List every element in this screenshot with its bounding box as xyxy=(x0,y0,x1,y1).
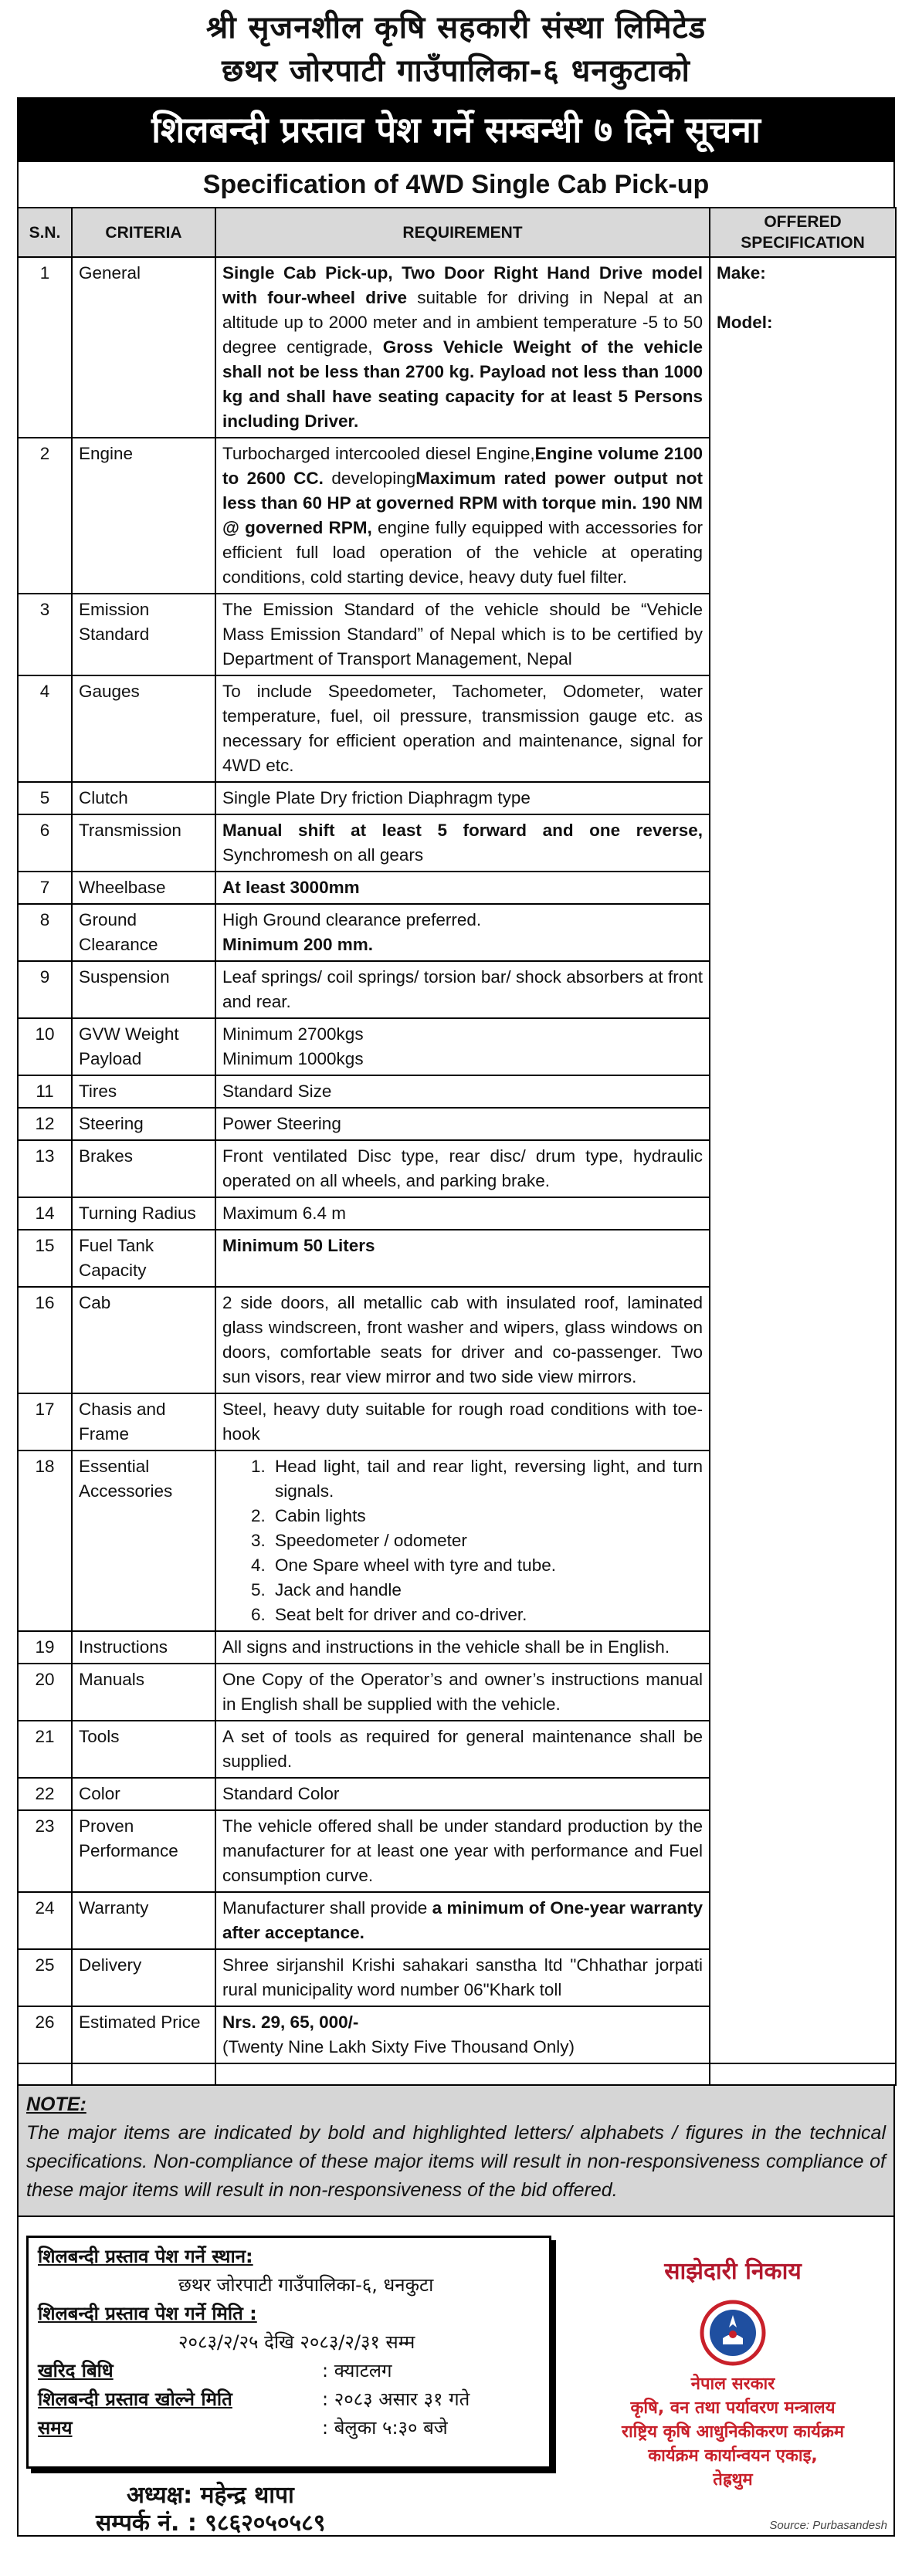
partner-heading: साझेदारी निकाय xyxy=(664,2258,802,2285)
row-criteria: Tools xyxy=(72,1721,215,1778)
note-box xyxy=(17,2086,895,2217)
note-text: The major items are indicated by bold and highlighted letters/ alphabets / figures in the technical specifications. Non-compliance of these major items will result in non-responsiveness compliance of these major items will result in non-responsiveness of the bid offered. xyxy=(26,2122,886,2201)
requirement-text: Shree sirjanshil Krishi sahakari sanstha ltd "Chhathar jorpati rural municipality word number 06"Khark toll xyxy=(222,1955,703,1999)
requirement-text: suitable for driving in Nepal at an altitude up to 2000 meter and in ambient temperature -5 to 50 degree centigrade, xyxy=(222,288,703,357)
row-sn: 19 xyxy=(18,1631,72,1664)
requirement-text: To include Speedometer, Tachometer, Odometer, water temperature, fuel, oil pressure, transmission gauge etc. as necessary for efficient operation and maintenance, signal for 4WD etc. xyxy=(222,682,703,775)
row-sn: 13 xyxy=(18,1140,72,1197)
submission-details-box xyxy=(26,2236,551,2469)
contact-number: सम्पर्क नं. : ९८६२०५०५८९ xyxy=(96,2510,326,2537)
row-criteria: Wheelbase xyxy=(72,872,215,904)
row-requirement xyxy=(215,872,710,904)
list-item: 1. Head light, tail and rear light, reversing light, and turn signals. xyxy=(270,1454,703,1504)
row-requirement xyxy=(215,1892,710,1949)
submission-place-label: शिलबन्दी प्रस्ताव पेश गर्ने स्थान: xyxy=(38,2246,253,2267)
partner-line-ministry: कृषि, वन तथा पर्यावरण मन्त्रालय xyxy=(630,2398,836,2418)
row-criteria: Proven Performance xyxy=(72,1810,215,1892)
requirement-text: High Ground clearance preferred. xyxy=(222,910,482,929)
submission-date-label: शिलबन्दी प्रस्ताव पेश गर्ने मिति : xyxy=(38,2303,257,2324)
list-item: 5. Jack and handle xyxy=(270,1578,703,1603)
row-requirement xyxy=(215,1721,710,1778)
table-header-row xyxy=(18,208,896,257)
row-sn: 10 xyxy=(18,1018,72,1075)
table-row xyxy=(18,257,896,438)
chairperson-name: अध्यक्ष: महेन्द्र थापा xyxy=(127,2482,294,2509)
row-sn: 25 xyxy=(18,1949,72,2006)
row-criteria: Cab xyxy=(72,1287,215,1393)
row-requirement xyxy=(215,1230,710,1287)
row-sn: 7 xyxy=(18,872,72,904)
requirement-text: Single Cab Pick-up, Two Door Right Hand Drive model with four-wheel drive xyxy=(222,263,703,307)
model-field[interactable]: Model: xyxy=(717,313,773,332)
requirement-text: Single Plate Dry friction Diaphragm type xyxy=(222,788,531,807)
requirement-text: One Copy of the Operator’s and owner’s instructions manual in English shall be supplied with the vehicle. xyxy=(222,1670,703,1714)
row-criteria: Manuals xyxy=(72,1664,215,1721)
requirement-text: Minimum 1000kgs xyxy=(222,1049,364,1068)
row-sn: 23 xyxy=(18,1810,72,1892)
requirement-text: All signs and instructions in the vehicle shall be in English. xyxy=(222,1637,670,1657)
row-criteria: Clutch xyxy=(72,782,215,814)
row-sn: 5 xyxy=(18,782,72,814)
requirement-text: Manufacturer shall provide xyxy=(222,1898,432,1918)
opening-time-value: : बेलुका ५:३० बजे xyxy=(322,2417,448,2439)
requirement-text: Gross Vehicle Weight of the vehicle shall not be less than 2700 kg. Payload not less than 1000 kg and shall have seating capacity for at least 5 Persons including Driver. xyxy=(222,337,703,431)
list-item: 6. Seat belt for driver and co-driver. xyxy=(270,1603,703,1627)
offered-specification-cell[interactable] xyxy=(710,257,896,2063)
row-sn: 15 xyxy=(18,1230,72,1287)
row-sn: 11 xyxy=(18,1075,72,1108)
partner-line-unit: कार्यक्रम कार्यान्वयन एकाइ, xyxy=(648,2446,818,2466)
note-label: NOTE: xyxy=(26,2094,86,2115)
opening-time-label: समय xyxy=(38,2417,73,2439)
requirement-text: At least 3000mm xyxy=(222,878,360,897)
row-sn: 2 xyxy=(18,438,72,594)
header-requirement: REQUIREMENT xyxy=(215,208,710,257)
row-requirement xyxy=(215,1393,710,1450)
header-sn: S.N. xyxy=(18,208,72,257)
list-item: 3. Speedometer / odometer xyxy=(270,1528,703,1553)
row-sn: 3 xyxy=(18,594,72,675)
row-criteria: Instructions xyxy=(72,1631,215,1664)
spec-table-body xyxy=(18,257,896,2085)
opening-date-label: शिलबन्दी प्रस्ताव खोल्ने मिति xyxy=(38,2388,232,2410)
list-item: 2. Cabin lights xyxy=(270,1504,703,1528)
row-criteria: Estimated Price xyxy=(72,2006,215,2063)
row-criteria: Essential Accessories xyxy=(72,1450,215,1631)
procurement-method-value: : क्याटलग xyxy=(322,2360,392,2381)
row-requirement xyxy=(215,675,710,782)
partner-line-program: राष्ट्रिय कृषि आधुनिकीकरण कार्यक्रम xyxy=(621,2422,844,2442)
row-criteria: GVW Weight Payload xyxy=(72,1018,215,1075)
row-requirement xyxy=(215,1108,710,1140)
row-sn: 4 xyxy=(18,675,72,782)
row-requirement xyxy=(215,1631,710,1664)
org-name-line1: श्री सृजनशील कृषि सहकारी संस्था लिमिटेड xyxy=(205,10,707,46)
requirement-text: 2 side doors, all metallic cab with insulated roof, laminated glass windscreen, front washer and wipers, glass windows on doors, comfortable seats for driver and co-passenger. Two sun visors, rear view mirror and two side view mirrors. xyxy=(222,1293,703,1386)
empty-row xyxy=(18,2063,896,2085)
requirement-text: Synchromesh on all gears xyxy=(222,845,424,865)
row-criteria: Warranty xyxy=(72,1892,215,1949)
requirement-text: Standard Color xyxy=(222,1784,340,1803)
row-sn: 17 xyxy=(18,1393,72,1450)
spec-table xyxy=(17,207,897,2086)
row-criteria: Steering xyxy=(72,1108,215,1140)
requirement-text: Turbocharged intercooled diesel Engine, xyxy=(222,444,535,463)
row-requirement xyxy=(215,782,710,814)
row-sn: 1 xyxy=(18,257,72,438)
requirement-text: Engine volume 2100 to 2600 CC. xyxy=(222,444,703,488)
partner-line-district: तेह्रथुम xyxy=(713,2470,753,2490)
row-sn: 18 xyxy=(18,1450,72,1631)
row-sn: 8 xyxy=(18,904,72,961)
row-criteria: Tires xyxy=(72,1075,215,1108)
requirement-text: The Emission Standard of the vehicle should be “Vehicle Mass Emission Standard” of Nepal which is to be certified by Department of Transport Management, Nepal xyxy=(222,600,703,669)
row-criteria: Color xyxy=(72,1778,215,1810)
requirement-text: Maximum rated power output not less than 60 HP at governed RPM with torque min. 190 NM @ governed RPM, xyxy=(222,469,703,537)
make-field[interactable]: Make: xyxy=(717,263,766,283)
source-credit: Source: Purbasandesh xyxy=(769,2519,887,2532)
row-requirement xyxy=(215,1949,710,2006)
row-requirement xyxy=(215,904,710,961)
row-criteria: Transmission xyxy=(72,814,215,872)
requirement-text: developing xyxy=(323,469,416,488)
row-criteria: Chasis and Frame xyxy=(72,1393,215,1450)
row-requirement xyxy=(215,438,710,594)
row-requirement xyxy=(215,1075,710,1108)
partner-line-govt: नेपाल सरकार xyxy=(690,2375,775,2394)
requirement-text: Minimum 200 mm. xyxy=(222,935,374,954)
notice-title-banner: शिलबन्दी प्रस्ताव पेश गर्ने सम्बन्धी ७ दिने सूचना xyxy=(17,97,895,162)
row-criteria: Suspension xyxy=(72,961,215,1018)
row-sn: 20 xyxy=(18,1664,72,1721)
row-sn: 9 xyxy=(18,961,72,1018)
list-item: 4. One Spare wheel with tyre and tube. xyxy=(270,1553,703,1578)
row-requirement xyxy=(215,1450,710,1631)
row-criteria: Gauges xyxy=(72,675,215,782)
requirement-text: The vehicle offered shall be under standard production by the manufacturer for at least one year with performance and Fuel consumption curve. xyxy=(222,1816,703,1885)
requirement-text: Steel, heavy duty suitable for rough road conditions with toe-hook xyxy=(222,1400,703,1444)
row-sn: 21 xyxy=(18,1721,72,1778)
empty-cell xyxy=(215,2063,710,2085)
empty-cell xyxy=(72,2063,215,2085)
row-sn: 22 xyxy=(18,1778,72,1810)
row-criteria: Ground Clearance xyxy=(72,904,215,961)
row-sn: 6 xyxy=(18,814,72,872)
accessories-list xyxy=(222,1454,703,1627)
row-requirement xyxy=(215,1018,710,1075)
row-sn: 16 xyxy=(18,1287,72,1393)
requirement-text: Standard Size xyxy=(222,1082,332,1101)
procurement-method-label: खरिद बिधि xyxy=(38,2360,114,2381)
row-criteria: Turning Radius xyxy=(72,1197,215,1230)
header-criteria: CRITERIA xyxy=(72,208,215,257)
row-requirement xyxy=(215,1197,710,1230)
row-criteria: Delivery xyxy=(72,1949,215,2006)
row-sn: 26 xyxy=(18,2006,72,2063)
row-requirement xyxy=(215,594,710,675)
requirement-text: Front ventilated Disc type, rear disc/ drum type, hydraulic operated on all wheels, and parking brake. xyxy=(222,1146,703,1190)
row-requirement xyxy=(215,1140,710,1197)
row-requirement xyxy=(215,1287,710,1393)
header-offered: OFFERED SPECIFICATION xyxy=(710,208,896,257)
row-sn: 14 xyxy=(18,1197,72,1230)
row-requirement xyxy=(215,1778,710,1810)
row-criteria: Brakes xyxy=(72,1140,215,1197)
requirement-text: Leaf springs/ coil springs/ torsion bar/ shock absorbers at front and rear. xyxy=(222,967,703,1011)
submission-date-value: २०८३/२/२५ देखि २०८३/२/३१ सम्म xyxy=(178,2331,415,2353)
row-criteria: Fuel Tank Capacity xyxy=(72,1230,215,1287)
empty-cell xyxy=(710,2063,896,2085)
row-requirement xyxy=(215,2006,710,2063)
org-name-line2: छथर जोरपाटी गाउँपालिका-६ धनकुटाको xyxy=(222,53,690,89)
row-criteria: Emission Standard xyxy=(72,594,215,675)
requirement-text: Manual shift at least 5 forward and one reverse, xyxy=(222,821,703,840)
row-sn: 24 xyxy=(18,1892,72,1949)
row-requirement xyxy=(215,814,710,872)
notice-page xyxy=(17,6,895,2537)
empty-cell xyxy=(18,2063,72,2085)
spec-title: Specification of 4WD Single Cab Pick-up xyxy=(17,162,895,207)
row-sn: 12 xyxy=(18,1108,72,1140)
row-requirement xyxy=(215,1810,710,1892)
requirement-text: (Twenty Nine Lakh Sixty Five Thousand Only) xyxy=(222,2037,575,2056)
requirement-text: Maximum 6.4 m xyxy=(222,1203,347,1223)
requirement-text: Nrs. 29, 65, 000/- xyxy=(222,2012,359,2032)
requirement-text: Minimum 2700kgs xyxy=(222,1024,364,1044)
requirement-text: a minimum of One-year warranty after acceptance. xyxy=(222,1898,703,1942)
requirement-text: Minimum 50 Liters xyxy=(222,1236,375,1255)
row-criteria: Engine xyxy=(72,438,215,594)
submission-place-value: छथर जोरपाटी गाउँपालिका-६, धनकुटा xyxy=(178,2274,434,2296)
row-requirement xyxy=(215,1664,710,1721)
nepal-government-emblem-icon xyxy=(700,2300,766,2366)
requirement-text: A set of tools as required for general maintenance shall be supplied. xyxy=(222,1727,703,1771)
opening-date-value: : २०८३ असार ३१ गते xyxy=(322,2388,470,2410)
requirement-text: Power Steering xyxy=(222,1114,341,1133)
row-requirement xyxy=(215,257,710,438)
footer-section xyxy=(17,2217,895,2537)
requirement-text: engine fully equipped with accessories for efficient full load operation of the vehicle at operating conditions, cold starting device, heavy duty fuel filter. xyxy=(222,518,703,587)
row-requirement xyxy=(215,961,710,1018)
partner-agency xyxy=(605,2254,860,2492)
row-criteria: General xyxy=(72,257,215,438)
